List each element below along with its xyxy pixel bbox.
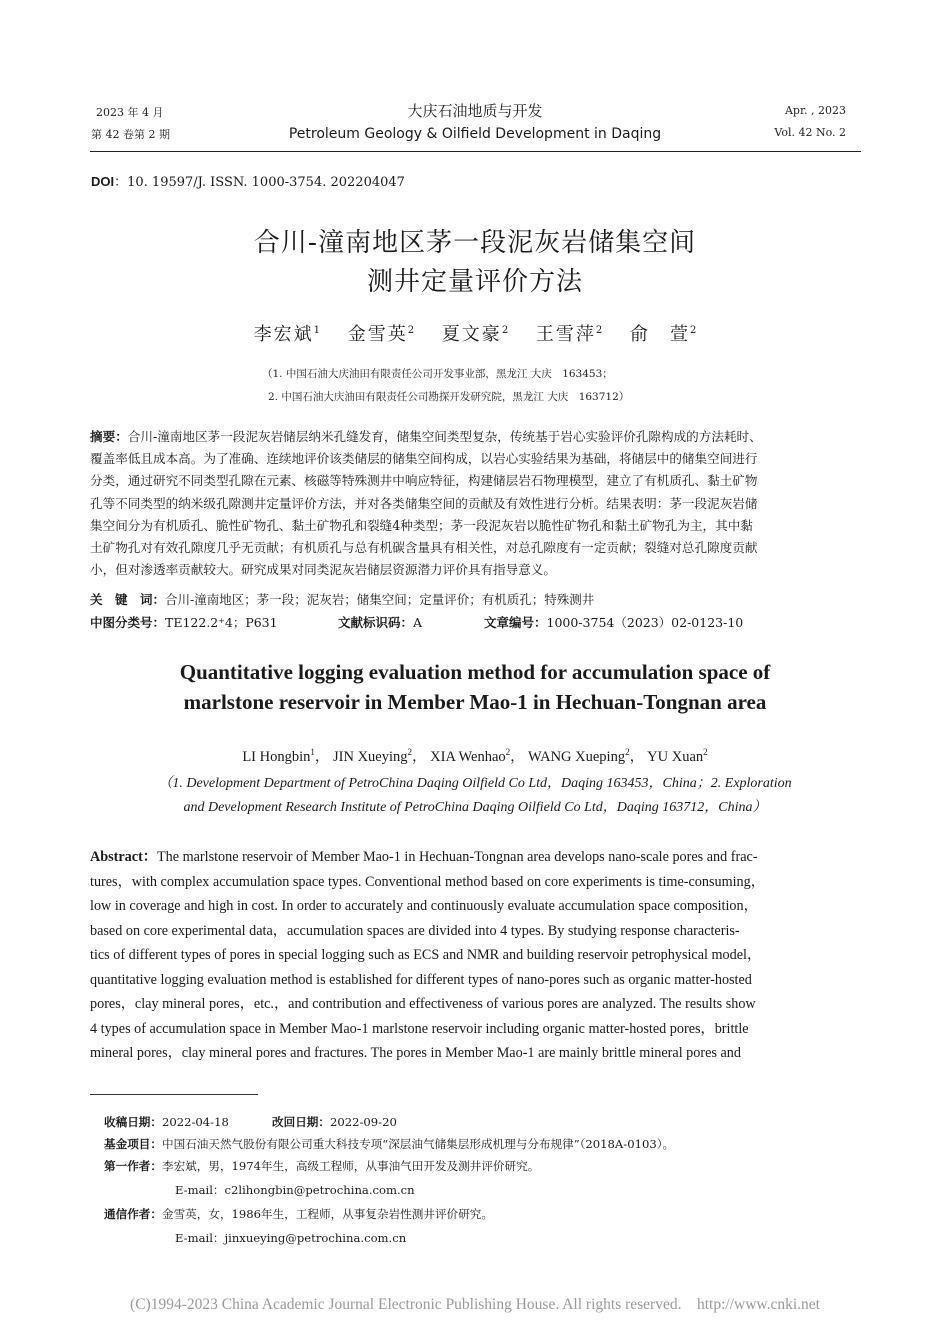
authors-en: LI Hongbin$^1$， JIN Xueying$^2$， XIA Wenhao$^2$， WANG Xueping$^2$， YU Xuan$^2$: [242, 747, 708, 765]
author-en: XIA Wenhao: [430, 749, 506, 765]
abstract-en-line: mineral pores，clay mineral pores and fractures. The pores in Member Mao-1 are mainly brittle mineral pores and: [90, 1045, 741, 1061]
doi-value: ：10. 19597/J. ISSN. 1000-3754. 202204047: [114, 175, 405, 190]
doc-code-label: 文献标识码：: [338, 615, 414, 630]
corresponding-label: 通信作者：: [104, 1207, 162, 1221]
clc-number: [90, 613, 278, 631]
corresponding-value: 金雪英，女，1986年生，工程师，从事复杂岩性测井评价研究。: [161, 1207, 493, 1221]
affiliation-en-1: （1. Development Department of PetroChina Daqing Oilfield Co Ltd，Daqing 163453，China；2. Exploration: [158, 776, 792, 791]
abstract-en-line: pores，clay mineral pores，etc.，and contribution and effectiveness of various pores are analyzed. The results show: [90, 996, 756, 1012]
header-journal-cn: 大庆石油地质与开发: [407, 102, 543, 120]
title-en-line2: marlstone reservoir in Member Mao-1 in Hechuan-Tongnan area: [183, 690, 767, 714]
abstract-cn-line: 孔等不同类型的纳米级孔隙测井定量评价方法，并对各类储集空间的贡献及有效性进行分析。结果表明：茅一段泥灰岩储: [90, 495, 758, 511]
author-cn: 李宏斌: [253, 324, 314, 345]
keywords-cn-label: 关 键 词：: [90, 592, 166, 607]
footnote-rule: [90, 1094, 258, 1095]
abstract-en-line: low in coverage and high in cost. In order to accurately and continuously evaluate accumulation space composition，: [90, 898, 758, 914]
abstract-cn: [90, 426, 865, 581]
header-date-en: Apr. , 2023: [784, 104, 846, 117]
title-cn-line2: 测井定量评价方法: [366, 267, 583, 297]
header-date-cn: 2023 年 4 月: [96, 106, 164, 119]
abstract-en-line: tures，with complex accumulation space types. Conventional method based on core experiments is time-consuming，: [90, 873, 765, 890]
affiliation-cn-2: 2. 中国石油大庆油田有限责任公司勘探开发研究院，黑龙江 大庆 163712）: [268, 391, 630, 403]
author-en: WANG Xueping: [528, 749, 626, 765]
abstract-en-line: tics of different types of pores in special logging such as ECS and NMR and building reservoir petrophysical model，: [90, 947, 762, 963]
author-sup: 2: [625, 747, 630, 758]
fund-line: [104, 1136, 674, 1152]
doi-line: [91, 171, 405, 190]
author-sup: 2: [501, 325, 509, 336]
revised-label: 改回日期：: [272, 1115, 330, 1129]
header-volume-cn: 第 42 卷第 2 期: [91, 128, 170, 141]
abstract-en-line: The marlstone reservoir of Member Mao-1 in Hechuan-Tongnan area develops nano-scale pores and frac-: [156, 849, 758, 865]
author-sup: 2: [703, 747, 708, 758]
doi-label: DOI: [91, 174, 115, 189]
author-cn: 俞 萱: [630, 324, 691, 345]
title-en-line1: Quantitative logging evaluation method for accumulation space of: [179, 660, 771, 684]
clc-label: 中图分类号：: [90, 615, 166, 630]
abstract-cn-line: 土矿物孔对有效孔隙度几乎无贡献；有机质孔与总有机碳含量具有相关性，对总孔隙度有一定贡献；裂缝对总孔隙度贡献: [90, 540, 758, 556]
first-author-email: E-mail：c2lihongbin@petrochina.com.cn: [175, 1183, 415, 1197]
received-date: [104, 1114, 229, 1130]
abstract-cn-line: 分类，通过研究不同类型孔隙在元素、核磁等特殊测井中响应特征，构建储层岩石物理模型，建立了有机质孔、黏土矿物: [90, 473, 758, 489]
cnki-watermark: (C)1994-2023 China Academic Journal Electronic Publishing House. All rights reserved. http://www.cnki.net: [130, 1296, 820, 1313]
author-cn: 金雪英: [347, 324, 408, 345]
article-number: [484, 613, 743, 631]
first-author-line: [104, 1158, 539, 1174]
first-author-value: 李宏斌，男，1974年生，高级工程师，从事油气田开发及测井评价研究。: [161, 1159, 540, 1173]
received-label: 收稿日期：: [104, 1115, 162, 1129]
author-en: YU Xuan: [647, 749, 704, 765]
author-sup: 2: [407, 747, 413, 758]
author-cn: 夏文豪: [441, 324, 502, 345]
abstract-en-line: 4 types of accumulation space in Member Mao-1 marlstone reservoir including organic matter-hosted pores，brittle: [90, 1020, 749, 1037]
clc-value: TE122.2⁺4；P631: [165, 615, 278, 630]
title-cn-line1: 合川-潼南地区茅一段泥灰岩储集空间: [253, 228, 697, 258]
abstract-cn-line: 覆盖率低且成本高。为了准确、连续地评价该类储层的储集空间构成，以岩心实验结果为基础，将储层中的储集空间进行: [90, 451, 758, 467]
article-number-value: 1000-3754（2023）02-0123-10: [546, 615, 744, 630]
doc-code-value: A: [413, 615, 423, 630]
first-author-label: 第一作者：: [104, 1159, 162, 1173]
keywords-cn: [90, 590, 594, 608]
author-en: JIN Xueying: [333, 749, 408, 765]
abstract-en-label: Abstract：: [90, 849, 157, 865]
affiliation-cn-1: （1. 中国石油大庆油田有限责任公司开发事业部，黑龙江 大庆 163453；: [262, 368, 613, 380]
abstract-en: [90, 845, 861, 1066]
received-value: 2022-04-18: [161, 1115, 229, 1129]
fund-value: 中国石油天然气股份有限公司重大科技专项“深层油气储集层形成机理与分布规律”（2018A-0103）。: [161, 1137, 675, 1151]
header-journal-en: Petroleum Geology & Oilfield Development in Daqing: [288, 126, 662, 142]
author-sup: 1: [313, 325, 320, 336]
abstract-cn-line: 小，但对渗透率贡献较大。研究成果对同类泥灰岩储层资源潜力评价具有指导意义。: [90, 562, 556, 578]
abstract-cn-label: 摘要：: [90, 429, 128, 444]
keywords-cn-value: 合川-潼南地区；茅一段；泥灰岩；储集空间；定量评价；有机质孔；特殊测井: [165, 592, 595, 607]
affiliation-en-2: and Development Research Institute of PetroChina Daqing Oilfield Co Ltd，Daqing 163712，China）: [183, 800, 767, 815]
revised-value: 2022-09-20: [329, 1115, 397, 1129]
doc-code: [338, 613, 422, 631]
header-rule: [90, 151, 861, 152]
article-number-label: 文章编号：: [484, 615, 547, 630]
abstract-en-line: quantitative logging evaluation method is established for different types of nano-pores such as organic matter-hosted: [90, 971, 752, 988]
author-en: LI Hongbin: [242, 749, 311, 765]
corresponding-author-email: E-mail：jinxueying@petrochina.com.cn: [175, 1231, 407, 1245]
revised-date: [272, 1114, 397, 1130]
author-sup: 2: [690, 325, 697, 336]
author-sup: 2: [505, 747, 511, 758]
abstract-cn-line: 集空间分为有机质孔、脆性矿物孔、黏土矿物孔和裂缝4种类型；茅一段泥灰岩以脆性矿物孔和黏土矿物孔为主，其中黏: [90, 517, 753, 533]
author-sup: 2: [407, 325, 415, 336]
abstract-cn-line: 合川-潼南地区茅一段泥灰岩储层纳米孔缝发育，储集空间类型复杂，传统基于岩心实验评价孔隙构成的方法耗时、: [127, 429, 762, 444]
corresponding-author-line: [104, 1206, 493, 1222]
authors-cn: [0, 320, 950, 346]
header-volume-en: Vol. 42 No. 2: [774, 126, 846, 139]
author-cn: 王雪萍: [535, 324, 596, 345]
author-sup: 2: [595, 325, 603, 336]
fund-label: 基金项目：: [104, 1137, 162, 1151]
abstract-en-line: based on core experimental data，accumulation spaces are divided into 4 types. By studying response characteris-: [90, 922, 740, 939]
author-sup: 1: [310, 747, 315, 758]
